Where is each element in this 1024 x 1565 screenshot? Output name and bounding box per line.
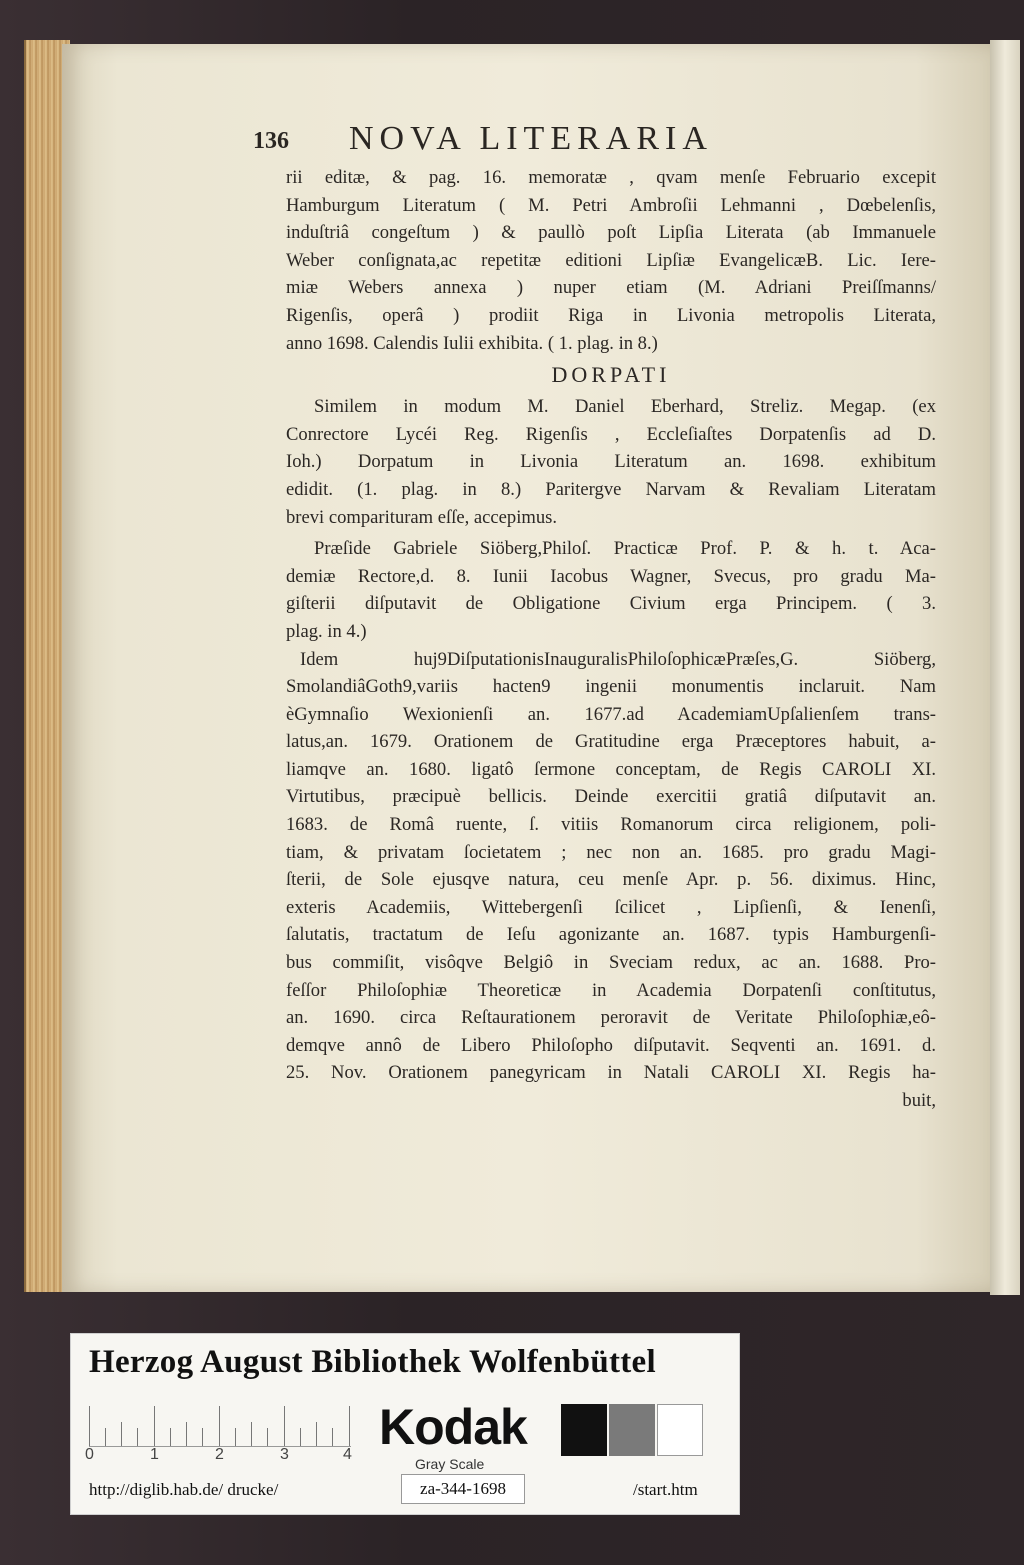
paragraph-sioberg-biography <box>286 646 936 1088</box>
text-line: miæ Webers annexa ) nuper etiam (M. Adriani Preiſſmanns/ <box>286 277 936 299</box>
paragraph-dorpatum <box>286 393 936 531</box>
ruler-tick <box>89 1406 90 1446</box>
ruler-number: 0 <box>85 1446 94 1463</box>
page-number: 136 <box>253 128 289 154</box>
body-text <box>286 164 936 1115</box>
text-line: bus commiſit, visôqve Belgiô in Sveciam redux, ac an. 1688. Pro- <box>286 952 936 974</box>
paragraph-sioberg-wagner <box>286 535 936 645</box>
ruler-number: 1 <box>150 1446 159 1463</box>
ruler-tick <box>332 1428 333 1446</box>
text-line: brevi comparituram eſſe, accepimus. <box>286 506 558 528</box>
gray-swatch-mid <box>609 1404 655 1456</box>
text-line: demiæ Rectore,d. 8. Iunii Iacobus Wagner, Svecus, pro gradu Ma- <box>286 565 936 587</box>
text-line: an. 1690. circa Reſtaurationem peroravit de Veritate Philoſophiæ,eô- <box>286 1007 936 1029</box>
text-line: edidit. (1. plag. in 8.) Paritergve Narvam & Revaliam Literatam <box>286 478 936 500</box>
text-line: ſterii, de Sole ejusqve natura, ceu menſe Apr. p. 56. diximus. Hinc, <box>286 869 936 891</box>
ruler-tick <box>121 1422 122 1446</box>
ruler-tick <box>186 1422 187 1446</box>
text-line: Præſide Gabriele Siöberg,Philoſ. Practicæ Prof. P. & h. t. Aca- <box>314 538 936 560</box>
page-header <box>253 120 953 160</box>
text-line: Hamburgum Literatum ( M. Petri Ambroſii Lehmanni , Dœbelenſis, <box>286 194 936 216</box>
library-name: Herzog August Bibliothek Wolfenbüttel <box>89 1344 656 1380</box>
ruler-tick <box>137 1428 138 1446</box>
shelfmark-box: za-344-1698 <box>401 1474 525 1504</box>
facing-page-strip <box>990 40 1020 1295</box>
text-line: Ioh.) Dorpatum in Livonia Literatum an. 1698. exhibitum <box>286 451 936 473</box>
ruler-tick <box>170 1428 171 1446</box>
ruler-tick <box>235 1428 236 1446</box>
ruler-tick <box>202 1428 203 1446</box>
text-line: tiam, & privatam ſocietatem ; nec non an. 1685. pro gradu Magi- <box>286 841 936 863</box>
text-line: Virtutibus, præcipuè bellicis. Deinde exercitii gratiâ diſputavit an. <box>286 786 936 808</box>
scale-ruler <box>89 1406 351 1447</box>
ruler-tick <box>154 1406 155 1446</box>
text-line: latus,an. 1679. Orationem de Gratitudine erga Præceptores habuit, a- <box>286 731 936 753</box>
ruler-tick <box>251 1422 252 1446</box>
ruler-tick <box>267 1428 268 1446</box>
text-line: 1683. de Româ ruente, ſ. vitiis Romanorum circa religionem, poli- <box>286 814 936 836</box>
ruler-tick <box>219 1406 220 1446</box>
ruler-numbers <box>85 1446 355 1466</box>
text-line: Similem in modum M. Daniel Eberhard, Streliz. Megap. (ex <box>314 396 936 418</box>
gray-scale-label: Gray Scale <box>415 1456 485 1472</box>
text-line: giſterii diſputavit de Obligatione Civium erga Principem. ( 3. <box>286 593 936 615</box>
gray-swatch-white <box>657 1404 703 1456</box>
ruler-number: 3 <box>280 1446 289 1463</box>
text-line: rii editæ, & pag. 16. memoratæ , qvam menſe Februario excepit <box>286 167 936 188</box>
url-right: /start.htm <box>633 1480 698 1499</box>
text-line: 25. Nov. Orationem panegyricam in Natali CAROLI XI. Regis ha- <box>286 1062 936 1084</box>
text-line: Rigenſis, operâ ) prodiit Riga in Livonia metropolis Literata, <box>286 304 936 326</box>
ruler-tick <box>349 1406 350 1446</box>
text-line: liamqve an. 1680. ligatô ſermone conceptam, de Regis CAROLI XI. <box>286 758 936 780</box>
text-line: demqve annô de Libero Philoſopho diſputavit. Seqventi an. 1691. d. <box>286 1034 936 1056</box>
paragraph-hamburgum <box>286 164 936 357</box>
kodak-color-card <box>70 1333 740 1515</box>
running-title: NOVA LITERARIA <box>349 120 713 157</box>
ruler-tick <box>105 1428 106 1446</box>
ruler-tick <box>284 1406 285 1446</box>
ruler-number: 4 <box>343 1446 352 1463</box>
gray-swatch-black <box>561 1404 607 1456</box>
text-line: feſſor Philoſophiæ Theoreticæ in Academia Dorpatenſi conſtitutus, <box>286 979 936 1001</box>
section-heading: DORPATI <box>551 362 671 388</box>
text-line: Conrectore Lycéi Reg. Rigenſis , Eccleſiaſtes Dorpatenſis ad D. <box>286 423 936 445</box>
text-line: SmolandiâGoth9,variis hacten9 ingenii monumentis inclaruit. Nam <box>286 676 936 698</box>
text-line: anno 1698. Calendis Iulii exhibita. ( 1. plag. in 8.) <box>286 332 658 354</box>
ruler-tick <box>316 1422 317 1446</box>
ruler-number: 2 <box>215 1446 224 1463</box>
text-line: Weber conſignata,ac repetitæ editioni Lipſiæ EvangelicæB. Lic. Iere- <box>286 249 936 271</box>
text-line: Idem huj9DiſputationisInauguralisPhiloſophicæPræſes,G. Siöberg, <box>300 648 936 670</box>
text-line: ſalutatis, tractatum de Ieſu agonizante an. 1687. typis Hamburgenſi- <box>286 924 936 946</box>
text-line: plag. in 4.) <box>286 620 367 642</box>
text-line: induſtriâ congeſtum ) & paullò poſt Lipſia Literata (ab Immanuele <box>286 222 936 244</box>
catchword: buit, <box>902 1090 936 1111</box>
ruler-tick <box>300 1428 301 1446</box>
text-line: èGymnaſio Wexionienſi an. 1677.ad AcademiamUpſalienſem trans- <box>286 703 936 725</box>
kodak-logo: Kodak <box>379 1399 527 1455</box>
url-left: http://diglib.hab.de/ drucke/ <box>89 1480 279 1499</box>
text-line: exteris Academiis, Wittebergenſi ſcilicet , Lipſienſi, & Ienenſi, <box>286 896 936 918</box>
